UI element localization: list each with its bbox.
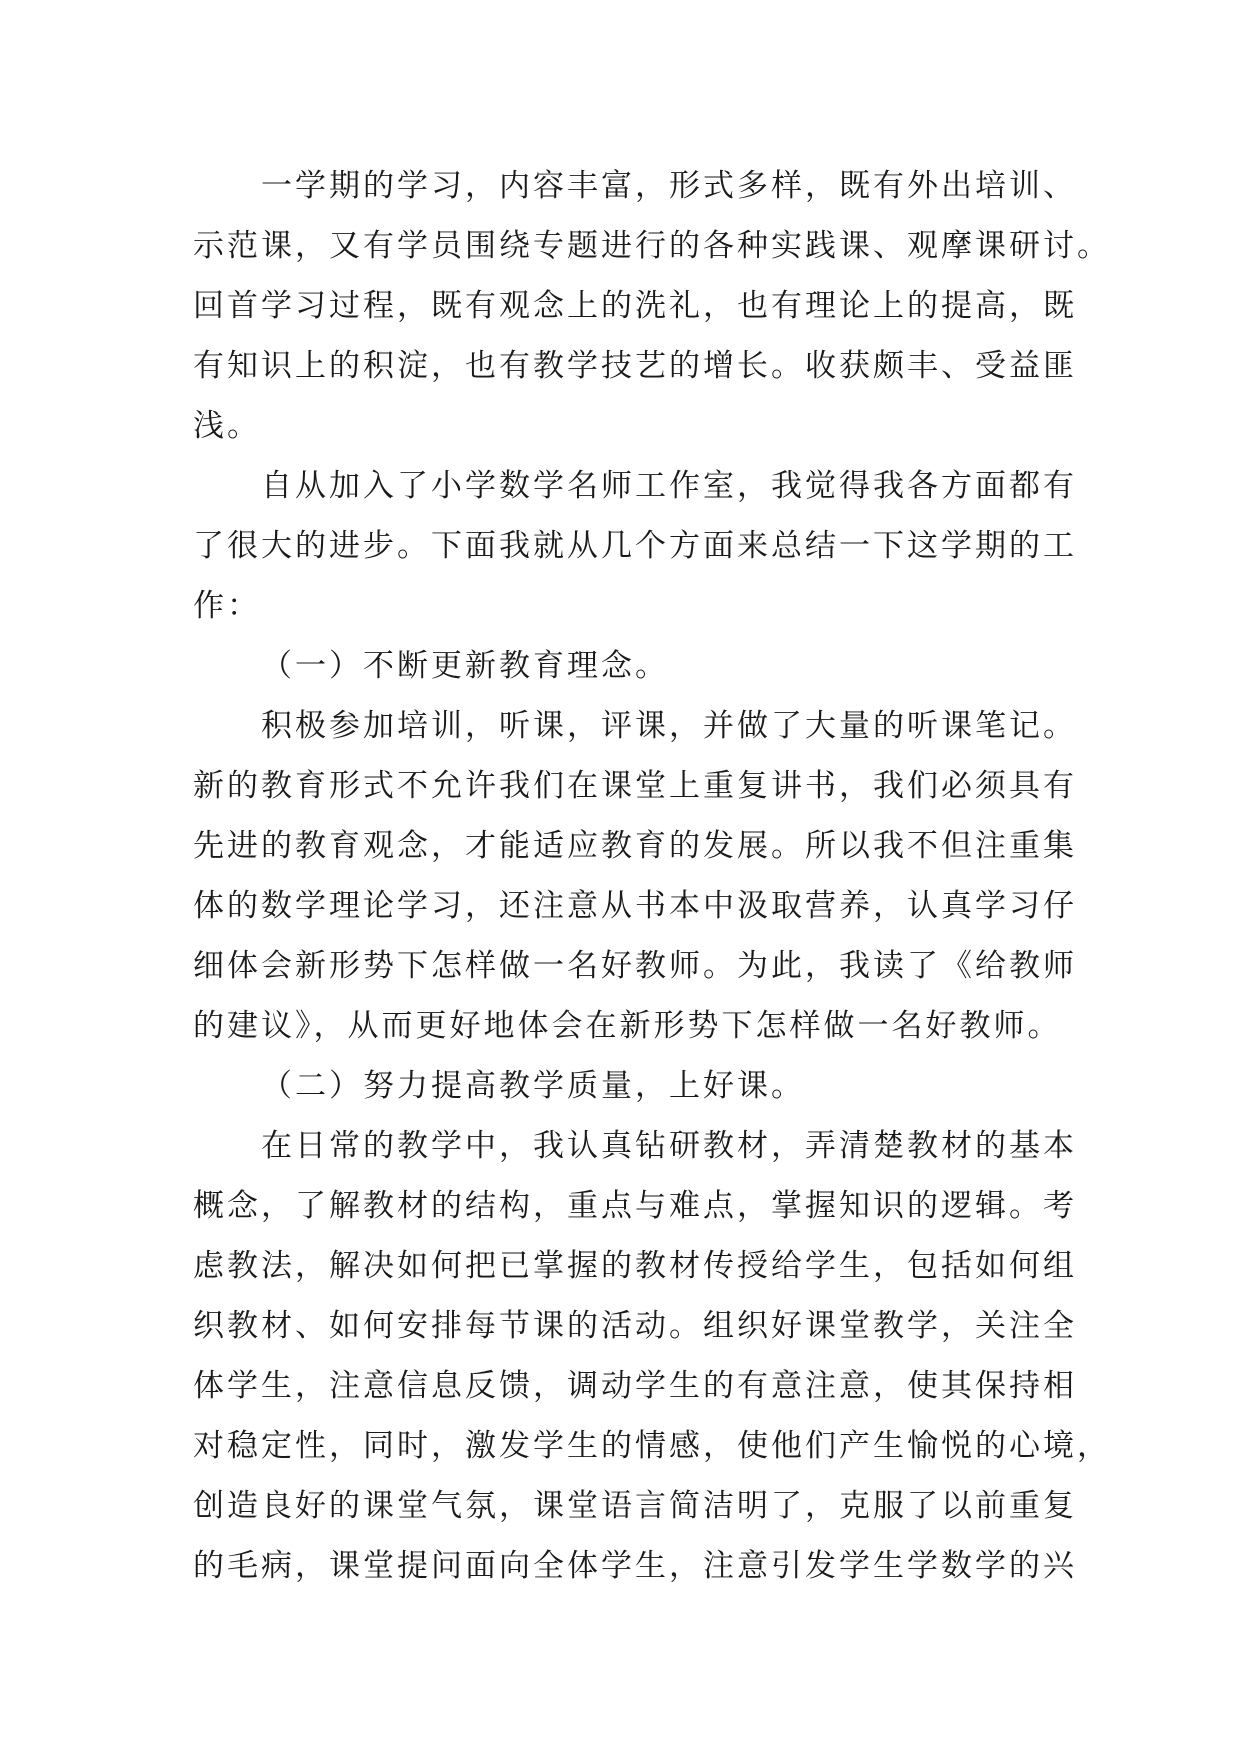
text-line: 先进的教育观念，才能适应教育的发展。所以我不但注重集	[193, 828, 1077, 864]
text-line: 对稳定性，同时，激发学生的情感，使他们产生愉悦的心境，	[193, 1428, 1111, 1464]
text-line: 体的数学理论学习，还注意从书本中汲取营养，认真学习仔	[193, 888, 1077, 924]
document-body	[193, 156, 1111, 1596]
text-line: 概念，了解教材的结构，重点与难点，掌握知识的逻辑。考	[193, 1188, 1077, 1224]
section-heading: （二）努力提高教学质量，上好课。	[261, 1068, 805, 1104]
text-line: 细体会新形势下怎样做一名好教师。为此，我读了《给教师	[193, 948, 1077, 984]
text-line: 回首学习过程，既有观念上的洗礼，也有理论上的提高，既	[193, 288, 1077, 324]
text-line: 浅。	[193, 408, 261, 444]
text-line: 虑教法，解决如何把已掌握的教材传授给学生，包括如何组	[193, 1248, 1077, 1284]
text-line: 自从加入了小学数学名师工作室，我觉得我各方面都有	[261, 468, 1077, 504]
text-line: 积极参加培训，听课，评课，并做了大量的听课笔记。	[261, 708, 1077, 744]
text-line: 在日常的教学中，我认真钻研教材，弄清楚教材的基本	[261, 1128, 1077, 1164]
text-line: 体学生，注意信息反馈，调动学生的有意注意，使其保持相	[193, 1368, 1077, 1404]
text-line: 有知识上的积淀，也有教学技艺的增长。收获颇丰、受益匪	[193, 348, 1077, 384]
text-line: 的建议》，从而更好地体会在新形势下怎样做一名好教师。	[193, 1008, 1062, 1044]
section-heading: （一）不断更新教育理念。	[261, 648, 669, 684]
text-line: 了很大的进步。下面我就从几个方面来总结一下这学期的工	[193, 528, 1077, 564]
text-line: 的毛病，课堂提问面向全体学生，注意引发学生学数学的兴	[193, 1548, 1077, 1584]
text-line: 示范课，又有学员围绕专题进行的各种实践课、观摩课研讨。	[193, 228, 1111, 264]
text-line: 织教材、如何安排每节课的活动。组织好课堂教学，关注全	[193, 1308, 1077, 1344]
text-line: 作：	[193, 588, 261, 624]
text-line: 创造良好的课堂气氛，课堂语言简洁明了，克服了以前重复	[193, 1488, 1077, 1524]
text-line: 新的教育形式不允许我们在课堂上重复讲书，我们必须具有	[193, 768, 1077, 804]
text-line: 一学期的学习，内容丰富，形式多样，既有外出培训、	[261, 168, 1077, 204]
